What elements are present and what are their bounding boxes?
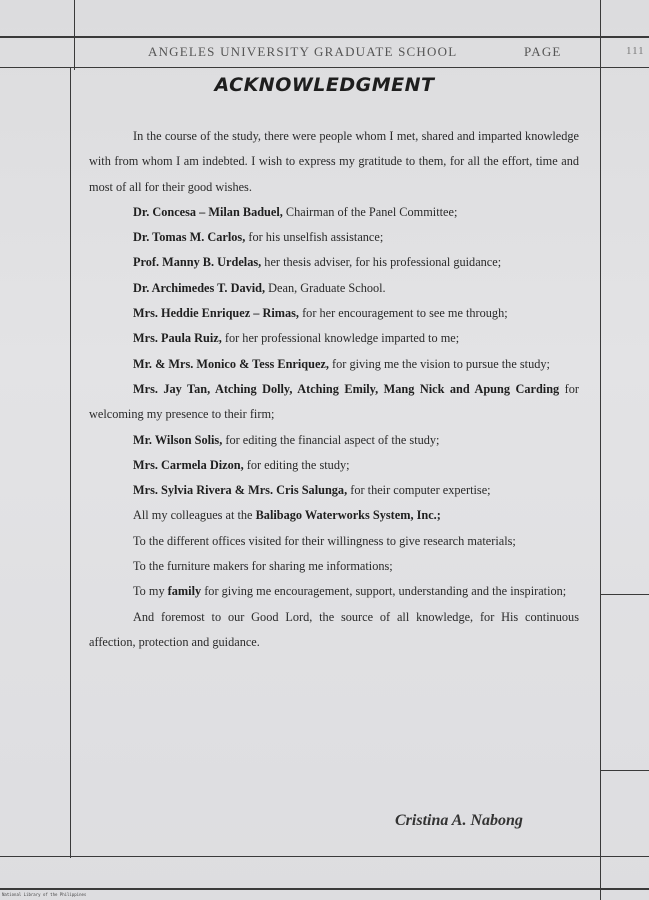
ack-item	[89, 377, 579, 428]
ack-text: her thesis adviser, for his professional guidance;	[261, 255, 502, 270]
family-post: for giving me encouragement, support, understanding and the inspiration;	[201, 584, 567, 599]
page-label: PAGE	[524, 44, 562, 59]
top-rule	[0, 36, 649, 38]
ack-text: Dean, Graduate School.	[265, 280, 386, 295]
ack-text: for her encouragement to see me through;	[299, 306, 508, 321]
ack-text: for giving me the vision to pursue the study;	[328, 356, 550, 371]
signature: Cristina A. Nabong	[395, 812, 523, 829]
ack-item	[89, 428, 579, 453]
ack-name: Mrs. Paula Ruiz,	[133, 331, 222, 346]
bottom-rule-2	[0, 888, 649, 890]
ack-name: Mrs. Jay Tan, Atching Dolly, Atching Emily, Mang Nick and Apung Carding	[133, 381, 560, 396]
ack-text: Chairman of the Panel Committee;	[282, 204, 458, 219]
page-title: ACKNOWLEDGMENT	[214, 74, 435, 96]
ack-name: Prof. Manny B. Urdelas,	[133, 255, 262, 270]
school-name: ANGELES UNIVERSITY GRADUATE SCHOOL	[148, 44, 458, 59]
family-paragraph	[89, 579, 579, 604]
ack-text: for editing the study;	[243, 457, 350, 472]
ack-item	[89, 352, 579, 377]
scan-footer: National Library of the Philippines	[2, 892, 87, 897]
ack-name: Mrs. Carmela Dizon,	[133, 457, 244, 472]
ack-name: Dr. Archimedes T. David,	[133, 280, 266, 295]
page-number: 111	[626, 45, 645, 57]
ack-text: for her professional knowledge imparted to me;	[221, 331, 460, 346]
ack-item	[89, 200, 579, 225]
ack-item	[89, 326, 579, 351]
furniture-paragraph: To the furniture makers for sharing me informations;	[133, 559, 393, 574]
ack-item	[89, 276, 579, 301]
ack-name: Mr. & Mrs. Monico & Tess Enriquez,	[133, 356, 329, 371]
left-margin-rule	[74, 0, 75, 70]
colleagues-text: All my colleagues at the	[133, 508, 256, 523]
right-tick-2	[601, 770, 649, 771]
bottom-rule	[0, 856, 649, 857]
family-pre: To my	[133, 584, 168, 599]
ack-item	[89, 250, 579, 275]
right-margin-rule	[600, 0, 601, 900]
ack-item	[89, 478, 579, 503]
ack-text: for his unselfish assistance;	[245, 230, 384, 245]
ack-name: Dr. Tomas M. Carlos,	[133, 230, 246, 245]
ack-name: Mrs. Heddie Enriquez – Rimas,	[133, 306, 300, 321]
ack-name: Mr. Wilson Solis,	[133, 432, 223, 447]
acknowledgment-body	[89, 124, 579, 655]
ack-item	[89, 453, 579, 478]
left-column-rule	[70, 68, 71, 858]
offices-paragraph: To the different offices visited for their willingness to give research materials;	[133, 533, 516, 548]
company-name: Balibago Waterworks System, Inc.;	[255, 508, 441, 523]
ack-text: for their computer expertise;	[347, 483, 491, 498]
lord-paragraph: And foremost to our Good Lord, the source of all knowledge, for His continuous affection, protection and guidance.	[89, 609, 579, 649]
ack-text: for welcoming my presence to their firm;	[89, 381, 579, 422]
ack-text: for editing the financial aspect of the study;	[222, 432, 440, 447]
intro-paragraph: In the course of the study, there were people whom I met, shared and imparted knowledge with from whom I am indebted. I wish to express my gratitude to them, for all the effort, time and most of all for their good wishes.	[89, 129, 579, 194]
ack-item	[89, 301, 579, 326]
ack-item	[89, 225, 579, 250]
family-word: family	[167, 584, 202, 599]
ack-name: Dr. Concesa – Milan Baduel,	[133, 204, 283, 219]
page-header	[148, 44, 578, 60]
ack-name: Mrs. Sylvia Rivera & Mrs. Cris Salunga,	[133, 483, 348, 498]
header-rule	[0, 67, 649, 68]
right-tick-1	[601, 594, 649, 595]
colleagues-paragraph	[89, 503, 579, 528]
